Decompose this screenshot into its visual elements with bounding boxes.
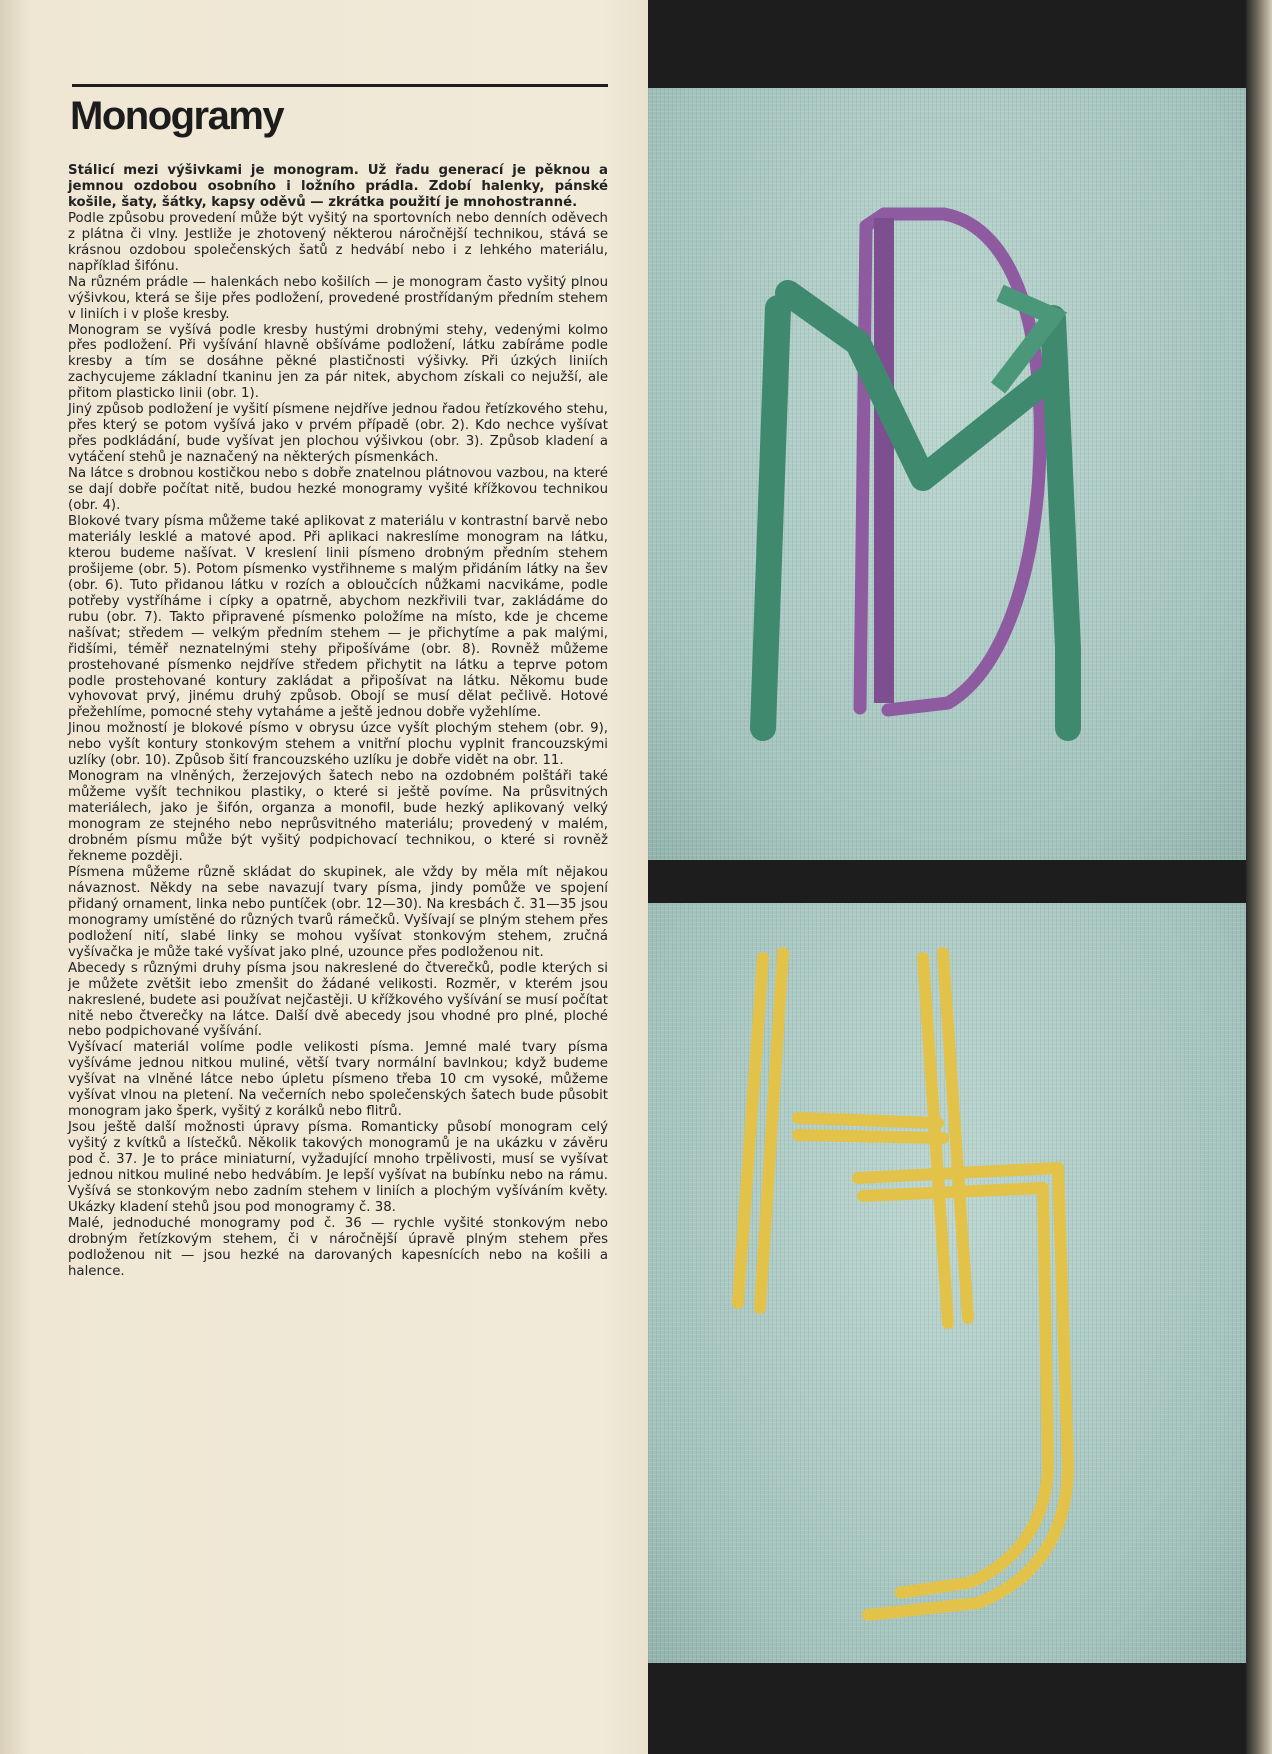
paragraph: Na látce s drobnou kostičkou nebo s dobře znatelnou plátnovou vazbou, na které se dají dobře počítat nitě, budou hezké monogramy vyšité křížkovou technikou (obr. 4). (68, 466, 608, 514)
paragraph: Jsou ještě další možnosti úpravy písma. Romanticky působí monogram celý vyšitý z kvítků a lístečků. Několik takových monogramů je na ukázku v závěru pod č. 37. Je to práce miniaturní, vyžadující mnoho trpělivosti, musí se vyšívat jednou nitkou muliné nebo hedvábím. Je lepší vyšívat na bubínku nebo na rámu. Vyšívá se stonkovým nebo zadním stehem v liniích a plochým vyšíváním květy. Ukázky kladení stehů jsou pod monogramy č. 38. (68, 1120, 608, 1215)
paragraph: Podle způsobu provedení může být vyšitý na sportovních nebo denních oděvech z plátna či vlny. Jestliže je zhotovený některou náročnější technikou, stává se krásnou ozdobou společenských šatů z hedvábí nebo i z lehkého materiálu, například šifónu. (68, 210, 608, 274)
monogram-hj-icon (648, 903, 1246, 1663)
paragraph: Na různém prádle — halenkách nebo košilích — je monogram často vyšitý plnou výšivkou, která se šije přes podložení, provedené prostřídaným předním stehem v liniích i v ploše kresby. (68, 274, 608, 322)
paragraph: Jiný způsob podložení je vyšití písmene nejdříve jednou řadou řetízkového stehu, přes který se potom vyšívá jako v prvém případě (obr. 2). Kdo nechce vyšívat přes podkládání, bude vyšívat jen plochou výšivkou (obr. 3). Způsob kladení a vytáčení stehů je naznačený na některých písmenkách. (68, 402, 608, 466)
article-body (68, 163, 608, 1280)
embroidered-monogram-md-photo (648, 88, 1246, 860)
embroidered-monogram-hj-photo (648, 903, 1246, 1663)
paragraph: Monogram na vlněných, žerzejových šatech nebo na ozdobném polštáři také můžeme vyšít technikou plastiky, o které si ještě povíme. Na průsvitných materiálech, jako je šifón, organza a monofil, bude hezký aplikovaný velký monogram ze stejného nebo neprůsvitného materiálu; provedený v malém, drobném písmu může být vyšitý podpichovací technikou, o které si rovněž řekneme později. (68, 769, 608, 864)
monogram-md-icon (648, 88, 1246, 860)
paragraph: Abecedy s různými druhy písma jsou nakreslené do čtverečků, podle kterých si je můžete zvětšit iebo zmenšit do žádané velikosti. Rozměr, v kterém jsou nakreslené, budete asi používat nejčastěji. U křížkového vyšívání se musí počítat nitě nebo čtverečky na látce. Další dvě abecedy jsou vhodné pro plné, ploché nebo podpichované vyšívání. (68, 960, 608, 1040)
paragraph: Jinou možností je blokové písmo v obrysu úzce vyšít plochým stehem (obr. 9), nebo vyšít kontury stonkovým stehem a vnitřní plochu vyplnit francouzskými uzlíky (obr. 10). Způsob šití francouzského uzlíku je dobře vidět na obr. 11. (68, 721, 608, 769)
page-title: Monogramy (70, 94, 284, 138)
paragraph: Blokové tvary písma můžeme také aplikovat z materiálu v kontrastní barvě nebo materiály lesklé a matové apod. Při aplikaci nakreslíme monogram na látku, kterou budeme našívat. V kreslení linii písmeno drobným předním stehem prošijeme (obr. 5). Potom písmenko vystřihneme s malým přidáním látky na šev (obr. 6). Tuto přidanou látku v rozích a obloučcích nůžkami nacvikáme, podle potřeby vystříháme i cípky a opatrně, abychom nezkřivili tvar, zakládáme do rubu (obr. 7). Takto připravené písmenko položíme na místo, kde je chceme našívat; středem — velkým předním stehem — je přichytíme a pak malými, řidšími, téměř neznatelnými stehy připošíváme (obr. 8). Rovněž můžeme prostehované písmenko nejdříve středem přichytit na látku a teprve potom podle prostehované kontury zakládat a připošívat na látku. Někomu bude vyhovovat prvý, jinému druhý způsob. Obojí se musí dělat pečlivě. Hotové přežehlíme, pomocné stehy vytaháme a ještě jednou dobře vyžehlíme. (68, 513, 608, 721)
letter-h-stroke (738, 953, 968, 1323)
paragraph: Vyšívací materiál volíme podle velikosti písma. Jemné malé tvary písma vyšíváme jednou nitkou muliné, větší tvary normální bavlnkou; když budeme vyšívat na vlněné látce nebo úpletu písmeno třeba 10 cm vysoké, můžeme vyšívat vlnou na pletení. Na večerních nebo společenských šatech bude působit monogram jako šperk, vyšitý z korálků nebo flitrů. (68, 1040, 608, 1120)
paragraph: Stálicí mezi výšivkami je monogram. Už řadu generací je pěknou a jemnou ozdobou osobního i ložního prádla. Zdobí halenky, pánské košile, šaty, šátky, kapsy oděvů — zkrátka použití je mnohostranné. (68, 163, 608, 210)
title-rule (72, 84, 608, 87)
paragraph: Písmena můžeme různě skládat do skupinek, ale vždy by měla mít nějakou návaznost. Někdy na sebe navazují tvary písma, jindy pomůže ve spojení přidaný ornament, linka nebo puntíček (obr. 12—30). Na kresbách č. 31—35 jsou monogramy umístěné do různých tvarů rámečků. Vyšívají se plným stehem přes podložení nití, slabé linky se mohou vyšívat stonkovým stehem, zručná vyšívačka je může také vyšívat jako plné, uzounce přes podloženou nit. (68, 864, 608, 960)
page-edge (1246, 0, 1272, 1754)
paragraph: Malé, jednoduché monogramy pod č. 36 — rychle vyšité stonkovým nebo drobným řetízkovým stehem, či v náročnější úpravě plným stehem přes podloženou nit — jsou hezké na darovaných kapesnících nebo na košili a halence. (68, 1215, 608, 1279)
paragraph: Monogram se vyšívá podle kresby hustými drobnými stehy, vedenými kolmo přes podložení. Při vyšívání hlavně obšíváme podložení, látku zabíráme podle kresby a tím se dosáhne pěkné plastičnosti výšivky. Při úzkých liniích zachycujeme základní tkaninu jen za pár nitek, abychom získali co nejužší, ale přitom plasticko linii (obr. 1). (68, 322, 608, 402)
